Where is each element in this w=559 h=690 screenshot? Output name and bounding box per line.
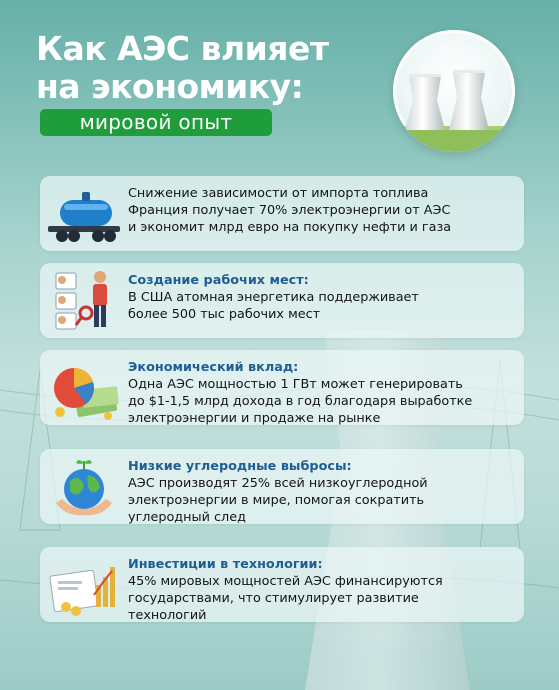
card-heading: Низкие углеродные выбросы: [128,459,352,474]
investment-chart-icon [46,551,122,619]
card-text [128,272,518,323]
card-line: углеродный след [128,510,246,525]
card-line: электроэнергии в мире, помогая сократить [128,493,425,508]
globe-in-hands-icon [46,453,122,521]
oil-tank-car-icon [46,180,122,248]
card-text [128,359,518,427]
card-line: электроэнергии и продаже на рынке [128,411,381,426]
title-line-1: Как АЭС влияет [36,29,329,68]
card-tech-investment [40,547,524,622]
card-heading: Инвестиции в технологии: [128,557,323,572]
card-line: более 500 тыс рабочих мест [128,307,321,322]
card-line: Снижение зависимости от импорта топлива [128,186,429,201]
card-text [128,185,518,236]
card-line: В США атомная энергетика поддерживает [128,290,419,305]
card-line: государствами, что стимулирует развитие [128,591,419,606]
card-line: Франция получает 70% электроэнергии от АЭС [128,203,451,218]
card-line: технологий [128,608,207,623]
card-line: и экономит млрд евро на покупку нефти и газа [128,220,452,235]
card-heading: Создание рабочих мест: [128,273,309,288]
card-heading: Экономический вклад: [128,360,299,375]
card-line: до $1-1,5 млрд дохода в год благодаря выработке [128,394,473,409]
card-economic-contribution [40,350,524,425]
card-jobs [40,263,524,338]
job-candidates-icon [46,267,122,335]
card-low-carbon [40,449,524,524]
card-line: АЭС производят 25% всей низкоуглеродной [128,476,428,491]
cooling-towers-icon [393,30,515,152]
subtitle-badge: мировой опыт [40,109,272,136]
card-fuel-import [40,176,524,251]
cooling-towers-bubble [393,30,515,152]
card-line: Одна АЭС мощностью 1 ГВт может генерировать [128,377,463,392]
card-line: 45% мировых мощностей АЭС финансируются [128,574,443,589]
card-text [128,458,518,526]
title-line-2: на экономику: [36,67,304,106]
pie-chart-money-icon [46,354,122,422]
card-text [128,556,518,624]
page-title [36,30,328,106]
